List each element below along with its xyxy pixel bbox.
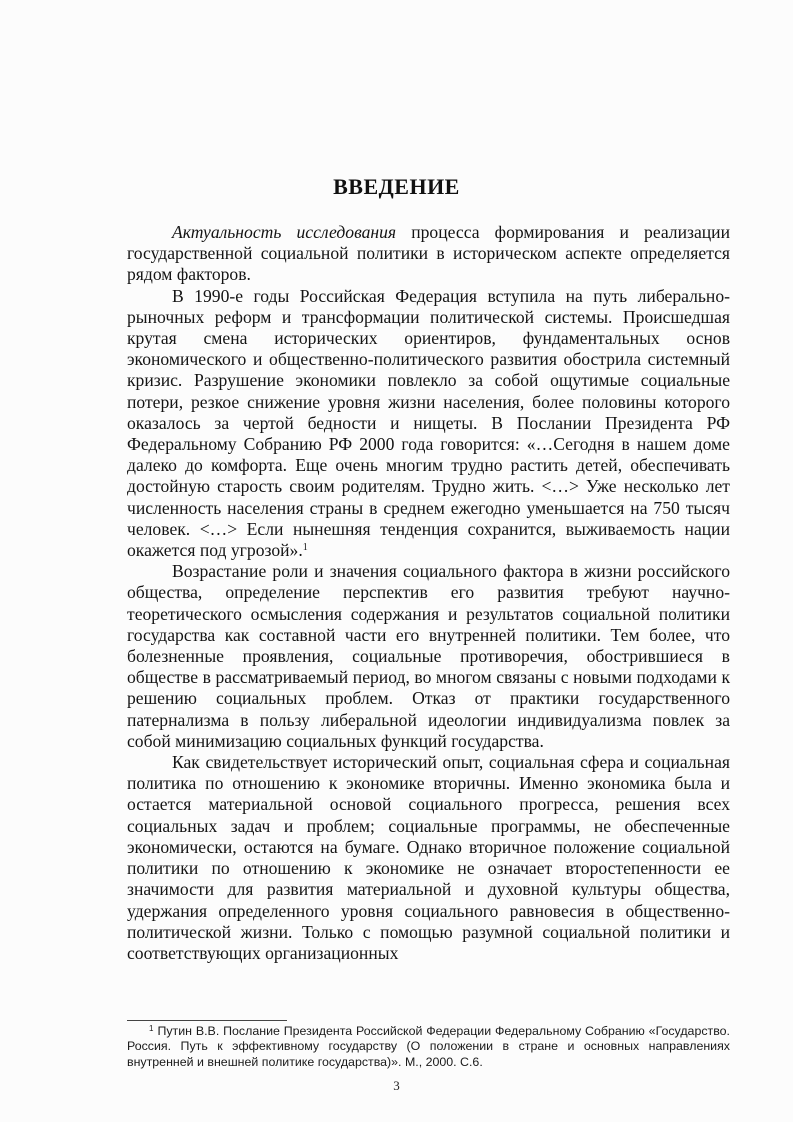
paragraph-1 (127, 222, 730, 286)
paragraph-4: Как свидетельствует исторический опыт, социальная сфера и социальная политика по отношению к экономике вторичны. Именно экономика была и остается материальной основой социального прогресса, решения всех социальных задач и проблем; социальные программы, не обеспеченные экономически, остаются на бумаге. Однако вторичное положение социальной политики по отношению к экономике не означает второстепенности ее значимости для развития материальной и духовной культуры общества, удержания определенного уровня социального равновесия в общественно-политической жизни. Только с помощью разумной социальной политики и соответствующих организационных (127, 752, 730, 963)
footnote-reference[interactable]: 1 (302, 542, 308, 554)
footnote-marker: 1 (149, 1024, 154, 1033)
page-number: 3 (393, 1078, 400, 1093)
intro-italic-phrase: Актуальность исследования (172, 222, 397, 242)
page-title: ВВЕДЕНИЕ (333, 174, 460, 199)
footnote (127, 1024, 730, 1070)
paragraph-2: В 1990-е годы Российская Федерация вступила на путь либерально-рыночных реформ и трансформации политической системы. Происшедшая крутая смена исторических ориентиров, фундаментальных основ экономического и общественно-политического развития обострила системный кризис. Разрушение экономики повлекло за собой ощутимые социальные потери, резкое снижение уровня жизни населения, более половины которого оказалось за чертой бедности и нищеты. В Послании Президента РФ Федеральному Собранию РФ 2000 года говорится: «…Сегодня в нашем доме далеко до комфорта. Еще очень многим трудно растить детей, обеспечивать достойную старость своим родителям. Трудно жить. <…> Уже несколько лет численность населения страны в среднем ежегодно уменьшается на 750 тысяч человек. <…> Если нынешняя тенденция сохранится, выживаемость нации окажется под угрозой».$^1$ (127, 285, 730, 561)
intro-rest: процесса формирования и реализации государственной социальной политики в историческом аспекте определяется рядом факторов. (127, 222, 731, 285)
paragraph-3: Возрастание роли и значения социального фактора в жизни российского общества, определение перспектив его развития требуют научно-теоретического осмысления содержания и результатов социальной политики государства как составной части его внутренней политики. Тем более, что болезненные проявления, социальные противоречия, обострившиеся в обществе в рассматриваемый период, во многом связаны с новыми подходами к решению социальных проблем. Отказ от практики государственного патернализма в пользу либеральной идеологии индивидуализма повлек за собой минимизацию социальных функций государства. (127, 561, 730, 751)
footnote-divider (127, 1020, 287, 1021)
body-text (127, 222, 730, 964)
footnote-text: Путин В.В. Послание Президента Российской Федерации Федеральному Собранию «Государство. Россия. Путь к эффективному государству (О положении в стране и основных направлениях внутренней и внешней политике государства)». М., 2000. С.6. (127, 1024, 730, 1069)
